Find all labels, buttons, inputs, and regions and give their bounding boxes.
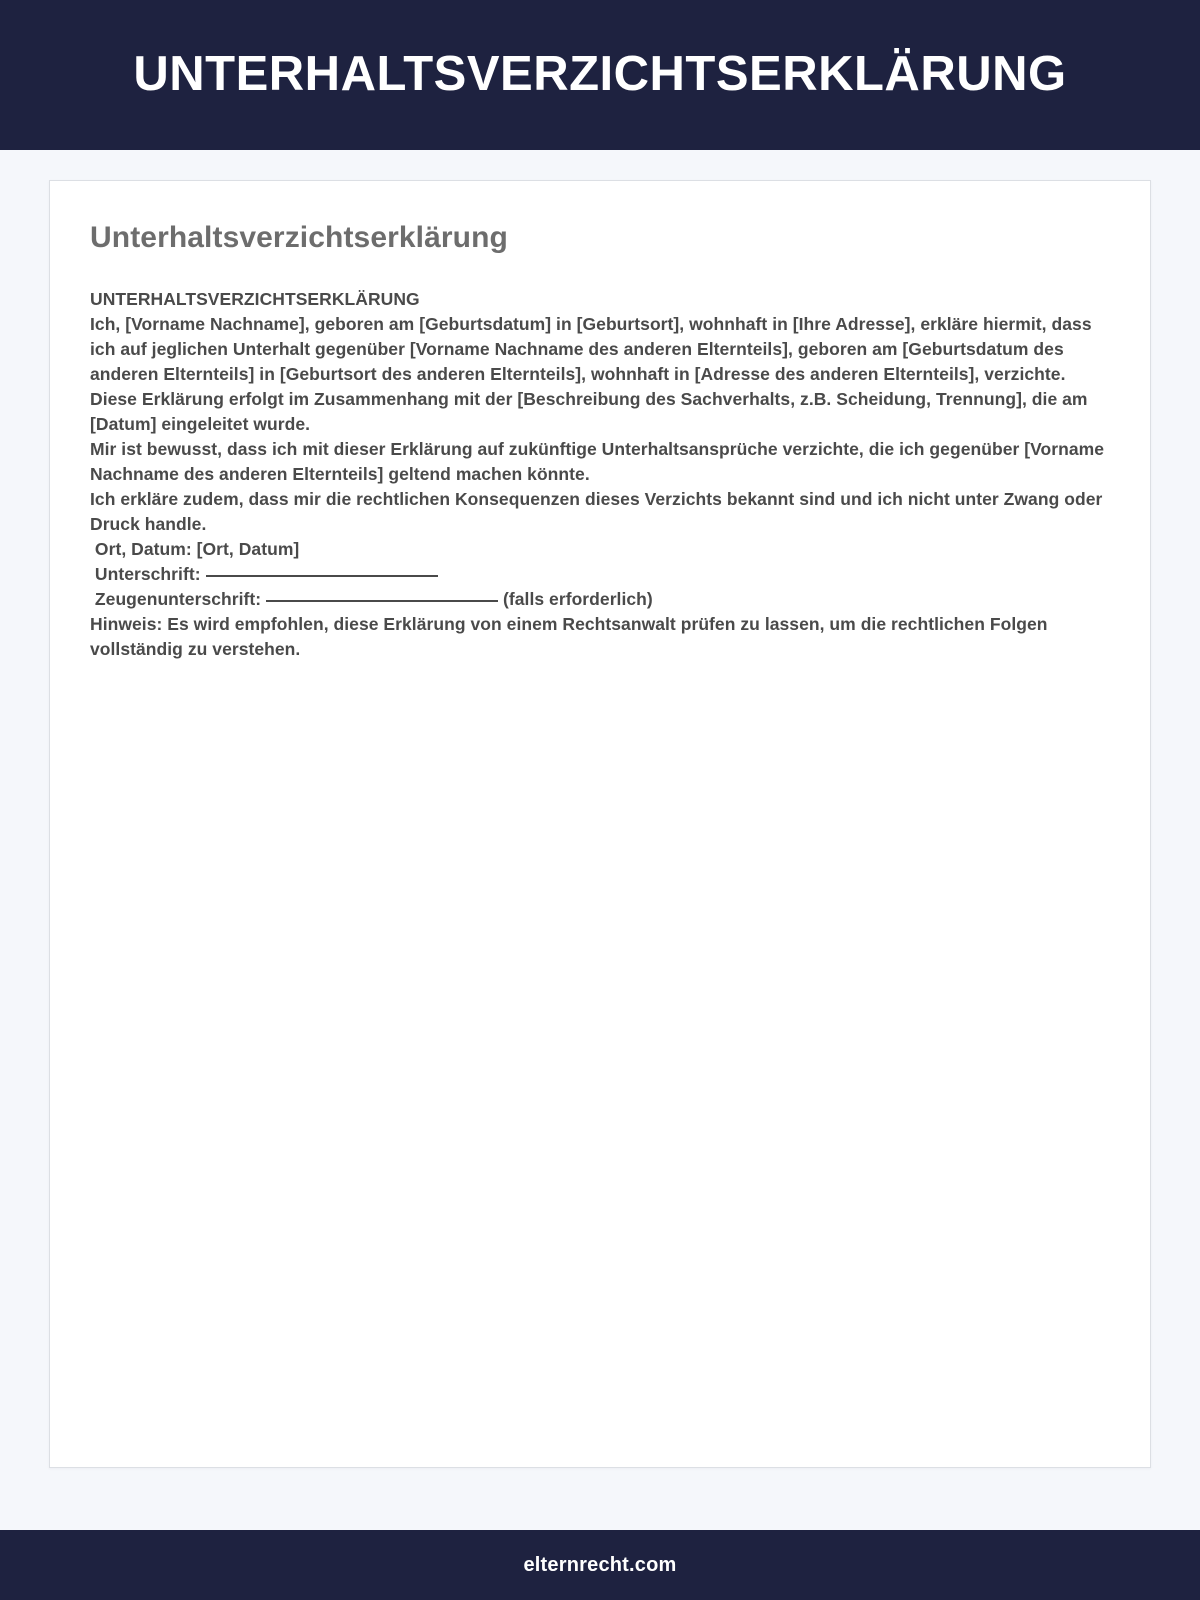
site-header [0,0,1200,150]
footer-brand: elternrecht.com [523,1553,677,1576]
document-card [49,180,1151,1468]
place-date-line: Ort, Datum: [Ort, Datum] [90,538,300,559]
paragraph-declaration: Ich, [Vorname Nachname], geboren am [Geburtsdatum] in [Geburtsort], wohnhaft in [Ihre Adresse], erkläre hiermit, dass ich auf jeglichen Unterhalt gegenüber [Vorname Nachname des anderen Elternteils], geboren am [Geburtsdatum des anderen Elternteils] in [Geburtsort des anderen Elternteils], wohnhaft in [Adresse des anderen Elternteils], verzichte. [90,313,1097,384]
document-body [90,287,1110,662]
witness-label: Zeugenunterschrift: [90,588,267,609]
signature-line [90,562,1110,587]
paragraph-note: Hinweis: Es wird empfohlen, diese Erklärung von einem Rechtsanwalt prüfen zu lassen, um die rechtlichen Folgen vollständig zu verstehen. [90,613,1053,659]
paragraph-title: UNTERHALTSVERZICHTSERKLÄRUNG [90,288,420,309]
site-footer [0,1530,1200,1600]
page-title: UNTERHALTSVERZICHTSERKLÄRUNG [133,47,1067,102]
signature-blank-rule[interactable] [206,575,438,577]
witness-signature-line [90,587,1110,612]
document-heading: Unterhaltsverzichtserklärung [90,221,508,254]
main-content-area [0,150,1200,1530]
paragraph-consequences: Ich erkläre zudem, dass mir die rechtlichen Konsequenzen dieses Verzichts bekannt sind und ich nicht unter Zwang oder Druck handle. [90,488,1108,534]
witness-blank-rule[interactable] [266,600,498,602]
paragraph-context: Diese Erklärung erfolgt im Zusammenhang mit der [Beschreibung des Sachverhalts, z.B. Scheidung, Trennung], die am [Datum] eingeleitet wurde. [90,388,1093,434]
paragraph-awareness: Mir ist bewusst, dass ich mit dieser Erklärung auf zukünftige Unterhaltsansprüche verzichte, die ich gegenüber [Vorname Nachname des anderen Elternteils] geltend machen könnte. [90,438,1109,484]
witness-optional-note: (falls erforderlich) [498,588,653,609]
signature-label: Unterschrift: [90,563,206,584]
